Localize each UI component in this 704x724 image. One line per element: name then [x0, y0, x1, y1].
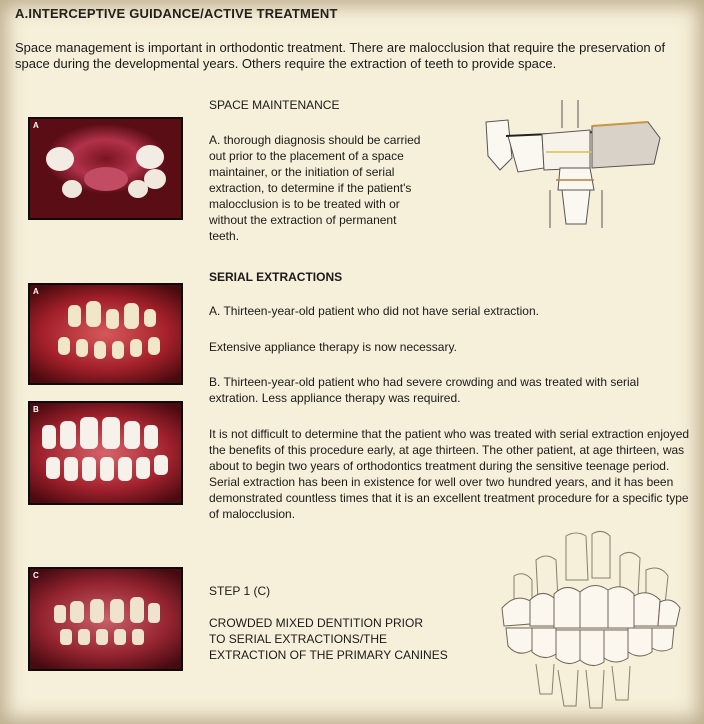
serial-extraction-photo-a	[28, 283, 183, 385]
page-heading: A.INTERCEPTIVE GUIDANCE/ACTIVE TREATMENT	[15, 6, 338, 21]
body-line: CROWDED MIXED DENTITION PRIOR	[209, 616, 424, 630]
step1-body	[209, 615, 469, 663]
serial-extraction-para-d: It is not difficult to determine that the patient who was treated with serial extraction enjoyed the benefits of this procedure early, at age thirteen. The other patient, at age thirteen, was about to begin two years of orthodontics treatment during the sensitive teenage period. Serial extraction has been in existence for well over two hundred years, and it has been demonstrated countless times that it is an excellent treatment procedure for a specific type of malocclusion.	[209, 427, 690, 521]
space-maintenance-photo	[28, 117, 183, 220]
intro-paragraph: Space management is important in orthodontic treatment. There are malocclusion that require the preservation of space during the developmental years. Others require the extraction of teeth to provide space.	[15, 40, 666, 71]
body-line: TO SERIAL EXTRACTIONS/THE	[209, 632, 388, 646]
teeth-illustration	[30, 569, 181, 669]
step1-photo	[28, 567, 183, 671]
body-line: malocclusion is to be treated with or	[209, 197, 400, 211]
photo-tag: C	[33, 571, 39, 580]
space-maintainer-diagram	[478, 98, 678, 238]
space-maintenance-title: SPACE MAINTENANCE	[209, 98, 340, 112]
serial-extraction-para-b: Extensive appliance therapy is now necessary.	[209, 340, 457, 354]
teeth-illustration	[30, 403, 181, 503]
teeth-illustration	[30, 119, 181, 218]
body-line: extraction, to determine if the patient's	[209, 181, 412, 195]
body-line: without the extraction of permanent	[209, 213, 397, 227]
mixed-dentition-diagram	[496, 530, 686, 710]
body-line: teeth.	[209, 229, 240, 243]
body-line: EXTRACTION OF THE PRIMARY CANINES	[209, 648, 448, 662]
body-line: out prior to the placement of a space	[209, 149, 404, 163]
serial-extraction-para-a: A. Thirteen-year-old patient who did not have serial extraction.	[209, 304, 539, 318]
body-line: A. thorough diagnosis should be carried	[209, 133, 421, 147]
teeth-illustration	[30, 285, 181, 383]
serial-extractions-title: SERIAL EXTRACTIONS	[209, 270, 343, 284]
serial-extraction-para-c: B. Thirteen-year-old patient who had severe crowding and was treated with serial extration. Less appliance therapy was required.	[209, 375, 640, 405]
photo-tag: B	[33, 405, 39, 414]
photo-tag: A	[33, 121, 39, 130]
serial-extraction-photo-b	[28, 401, 183, 505]
photo-tag: A	[33, 287, 39, 296]
step1-title: STEP 1 (C)	[209, 584, 271, 598]
space-maintenance-body	[209, 132, 449, 244]
body-line: maintainer, or the initiation of serial	[209, 165, 395, 179]
